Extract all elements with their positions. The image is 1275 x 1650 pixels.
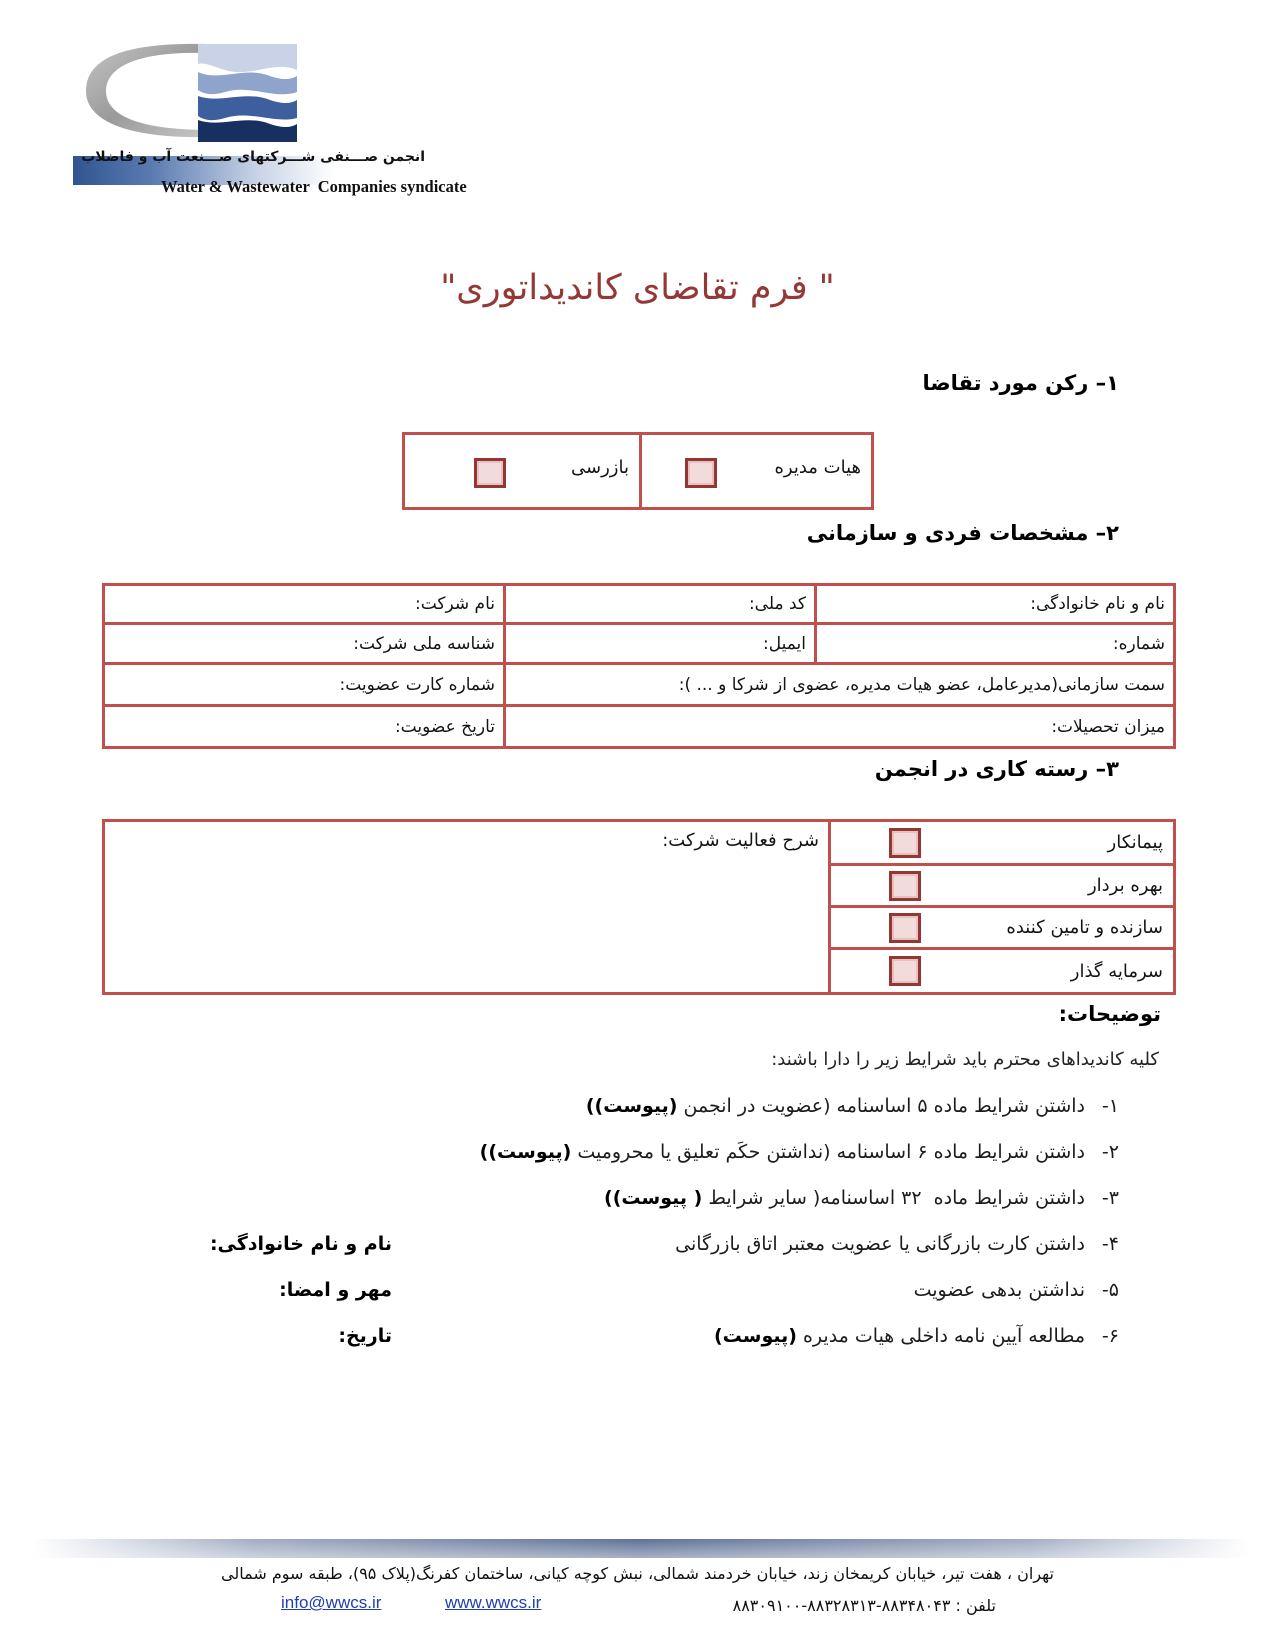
signature-block: [132, 1221, 392, 1359]
item-attachment-note: ( پیوست)): [604, 1187, 703, 1209]
category-investor[interactable]: [830, 949, 1175, 994]
list-item: [339, 1267, 1119, 1313]
footer-address: تهران ، هفت تیر، خیابان کریمخان زند، خیابان خردمند شمالی، نبش کوچه کیانی، ساختمان کفرنگ(پلاک ۹۵)، طبقه سوم شمالی: [220, 1564, 1054, 1583]
inspection-checkbox[interactable]: [474, 458, 506, 488]
list-item: [339, 1221, 1119, 1267]
field-company-national-id[interactable]: [104, 624, 505, 664]
item-text: مطالعه آیین نامه داخلی هیات مدیره: [796, 1325, 1085, 1347]
field-label: ایمیل:: [762, 633, 806, 654]
personal-info-table: [102, 583, 1176, 749]
category-label: سرمایه گذار: [1070, 960, 1163, 982]
field-label: شماره:: [1112, 633, 1165, 654]
field-education-level[interactable]: [505, 706, 1175, 748]
field-label: نام و نام خانوادگی:: [1030, 594, 1165, 614]
item-attachment-note: (پیوست)): [585, 1095, 678, 1117]
field-full-name[interactable]: [816, 585, 1175, 624]
field-membership-card-number[interactable]: [104, 664, 505, 706]
role-label-inspection: بازرسی: [571, 457, 629, 478]
requirements-list: [339, 1083, 1119, 1359]
footer-divider: [32, 1539, 1249, 1558]
logo-crescent-icon: [86, 44, 211, 137]
operator-checkbox[interactable]: [889, 871, 921, 901]
board-checkbox[interactable]: [685, 458, 717, 488]
field-label: میزان تحصیلات:: [1051, 716, 1165, 737]
form-title: " فرم تقاضای کاندیداتوری": [440, 268, 835, 308]
item-text: داشتن کارت بازرگانی یا عضویت معتبر اتاق بازرگانی: [675, 1233, 1085, 1255]
category-label: سازنده و تامین کننده: [1006, 917, 1163, 938]
investor-checkbox[interactable]: [889, 956, 921, 986]
field-company-name[interactable]: [104, 585, 505, 624]
organization-name-persian: انجمن صـــنفی شـــرکتهای صـــنعت آب و فاضلاب: [81, 149, 425, 165]
field-label: کد ملی:: [748, 594, 806, 614]
footer-phone: [733, 1596, 996, 1615]
organization-name-english: Water & Wastewater Companies syndicate: [161, 177, 467, 196]
field-email[interactable]: [505, 624, 816, 664]
item-text: نداشتن بدهی عضویت: [913, 1279, 1085, 1301]
item-number: ۳-: [1101, 1187, 1119, 1209]
list-item: [339, 1129, 1119, 1175]
item-number: ۵-: [1101, 1279, 1119, 1301]
signature-date-label: تاریخ:: [338, 1325, 392, 1347]
category-label: پیمانکار: [1107, 832, 1163, 853]
field-organizational-position[interactable]: [505, 664, 1175, 706]
field-membership-date[interactable]: [104, 706, 505, 748]
role-label-board: هیات مدیره: [774, 457, 861, 478]
item-number: ۲-: [1101, 1141, 1119, 1163]
category-contractor[interactable]: [830, 821, 1175, 865]
field-label: شماره کارت عضویت:: [339, 674, 495, 695]
item-attachment-note: (پیوست): [713, 1325, 797, 1347]
category-operator[interactable]: [830, 865, 1175, 907]
item-text: داشتن شرایط ماده ۳۲ اساسنامه( سایر شرایط: [702, 1187, 1085, 1209]
requested-role-box: [402, 432, 874, 510]
contractor-checkbox[interactable]: [889, 828, 921, 858]
manufacturer-supplier-checkbox[interactable]: [889, 913, 921, 943]
website-link[interactable]: www.wwcs.ir: [445, 1593, 542, 1612]
category-manufacturer-supplier[interactable]: [830, 907, 1175, 949]
description-label: شرح فعالیت شرکت:: [662, 830, 819, 851]
field-national-code[interactable]: [505, 585, 816, 624]
list-item: [339, 1313, 1119, 1359]
notes-intro: کلیه کاندیداهای محترم باید شرایط زیر را دارا باشند:: [771, 1049, 1159, 1070]
item-number: ۱-: [1101, 1095, 1119, 1117]
role-option-board[interactable]: [642, 435, 871, 507]
notes-heading: توضیحات:: [1058, 1002, 1161, 1026]
section2-heading: ۲– مشخصات فردی و سازمانی: [806, 521, 1119, 545]
item-text: داشتن شرایط ماده ۶ اساسنامه (نداشتن حکَم تعلیق یا محرومیت: [571, 1141, 1085, 1163]
personal-info-row: [104, 624, 1175, 664]
logo-waves-icon: [198, 44, 297, 142]
field-phone-number[interactable]: [816, 624, 1175, 664]
list-item: [339, 1083, 1119, 1129]
phone-numbers: ۸۸۳۰۹۱۰۰-۸۸۳۲۸۳۱۳-۸۸۳۴۸۰۴۳: [732, 1596, 951, 1615]
field-label: تاریخ عضویت:: [394, 716, 495, 737]
section3-heading: ۳– رسته کاری در انجمن: [874, 757, 1119, 781]
field-label: شناسه ملی شرکت:: [353, 633, 495, 654]
field-label: سمت سازمانی(مدیرعامل، عضو هیات مدیره، عضوی از شرکا و ... ):: [678, 674, 1165, 695]
category-row: [104, 821, 1175, 865]
list-item: [339, 1175, 1119, 1221]
phone-label: تلفن :: [955, 1596, 996, 1615]
item-attachment-note: (پیوست)): [479, 1141, 572, 1163]
item-number: ۶-: [1101, 1325, 1119, 1347]
field-company-activity-description[interactable]: [104, 821, 830, 994]
email-link[interactable]: info@wwcs.ir: [281, 1593, 382, 1612]
role-option-inspection[interactable]: [405, 435, 642, 507]
signature-seal-label: مهر و امضا:: [279, 1279, 392, 1301]
item-number: ۴-: [1101, 1233, 1119, 1255]
personal-info-row: [104, 664, 1175, 706]
personal-info-row: [104, 585, 1175, 624]
work-category-table: [102, 819, 1176, 995]
personal-info-row: [104, 706, 1175, 748]
item-text: داشتن شرایط ماده ۵ اساسنامه (عضویت در انجمن: [677, 1095, 1085, 1117]
field-label: نام شرکت:: [415, 594, 495, 614]
category-label: بهره بردار: [1087, 875, 1163, 896]
section1-heading: ۱– رکن مورد تقاضا: [922, 371, 1119, 395]
signature-name-label: نام و نام خانوادگی:: [209, 1233, 392, 1255]
